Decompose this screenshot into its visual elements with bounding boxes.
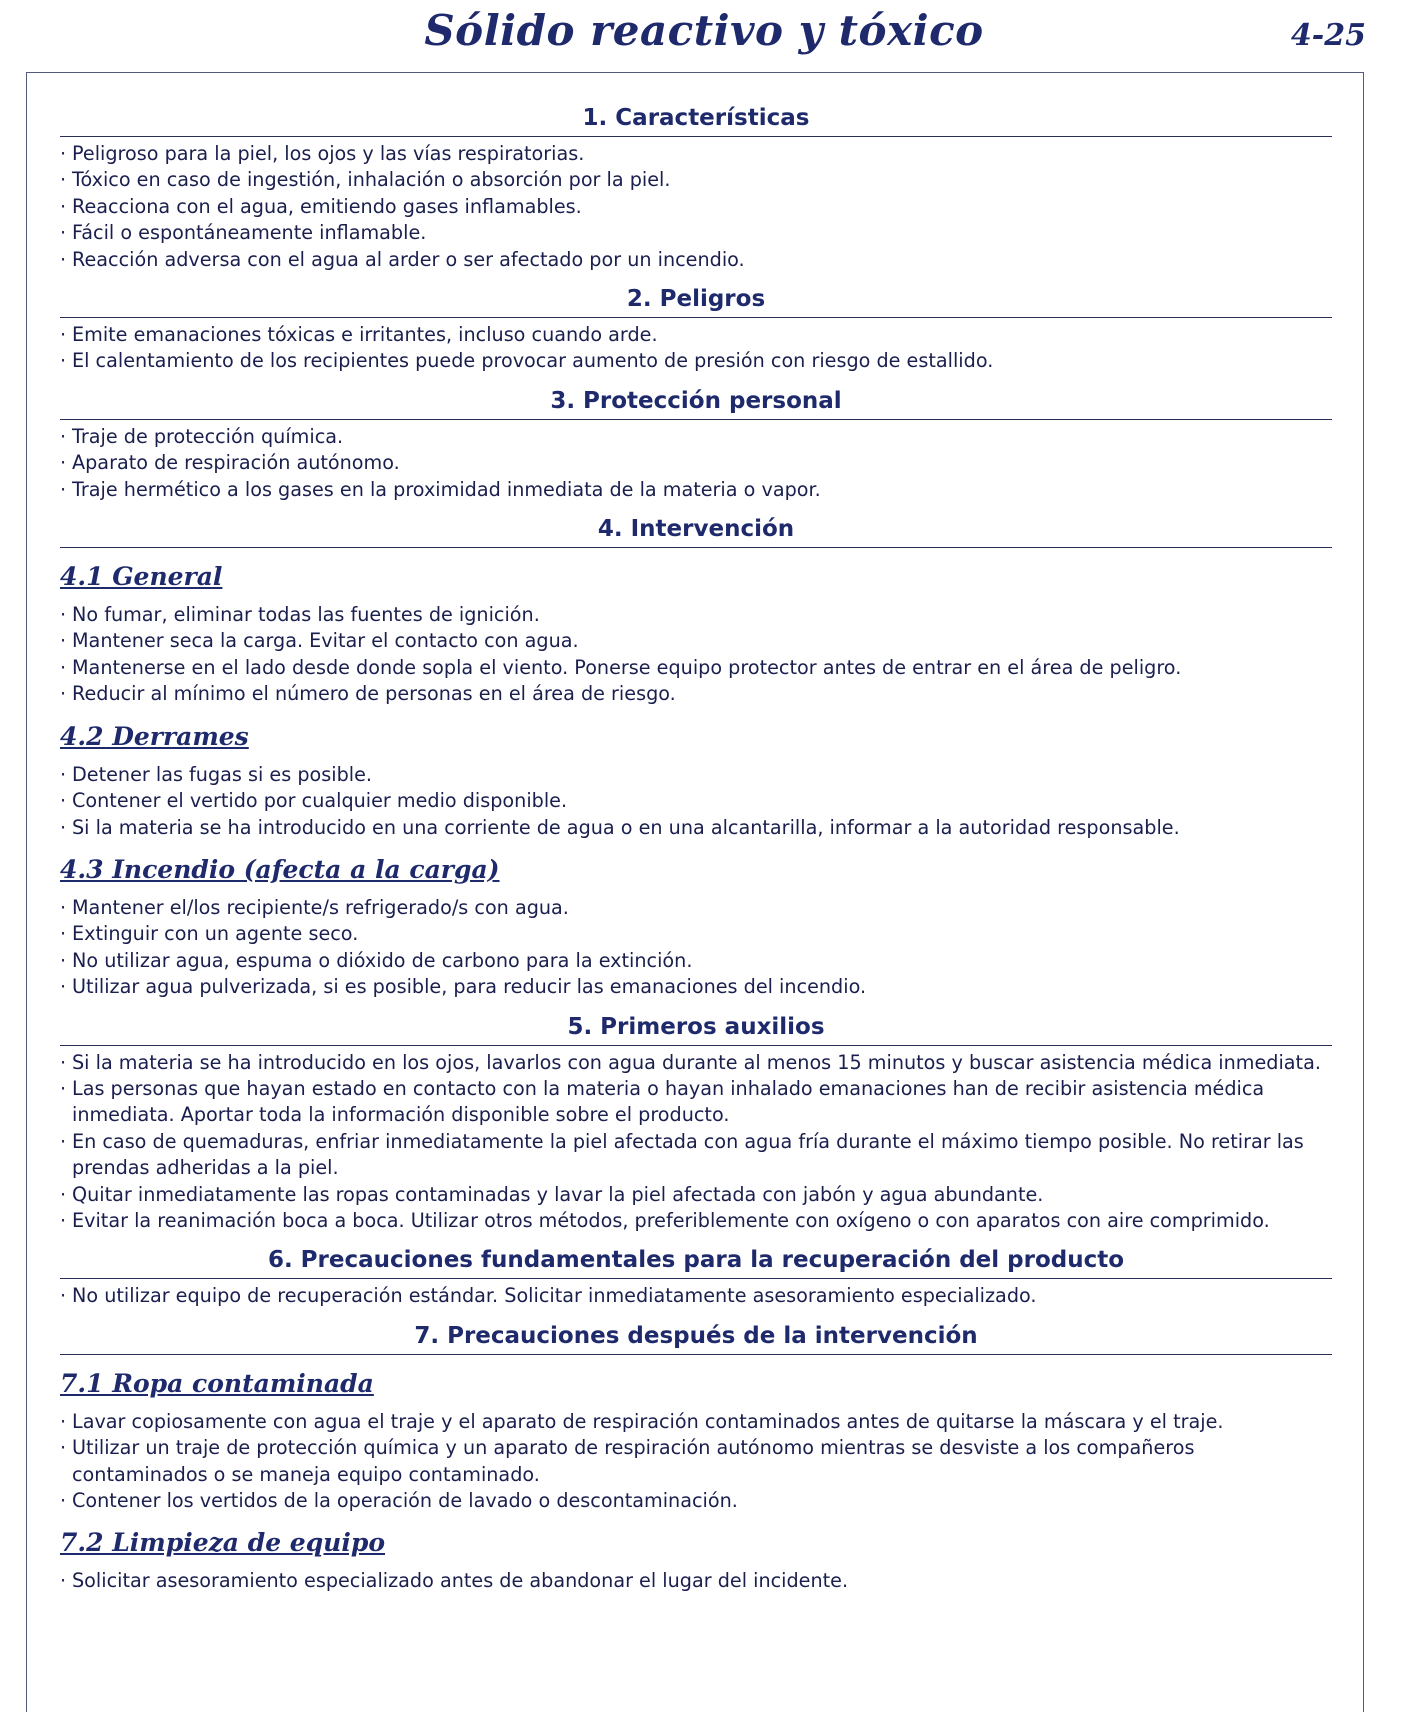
subsection-heading: 7.1 Ropa contaminada xyxy=(60,1368,374,1398)
document-body xyxy=(60,104,1332,1595)
list-item: · Mantener seca la carga. Evitar el contacto con agua. xyxy=(60,628,1332,654)
list-item: · Aparato de respiración autónomo. xyxy=(60,450,1332,476)
section-3 xyxy=(60,387,1332,503)
section-5 xyxy=(60,1013,1332,1235)
list-item: · No utilizar agua, espuma o dióxido de carbono para la extinción. xyxy=(60,948,1332,974)
list-item: · Extinguir con un agente seco. xyxy=(60,921,1332,947)
bullet-list xyxy=(60,322,1332,375)
list-item: · Mantener el/los recipiente/s refrigerado/s con agua. xyxy=(60,895,1332,921)
list-item: · Evitar la reanimación boca a boca. Utilizar otros métodos, preferiblemente con oxígeno o con aparatos con aire comprimido. xyxy=(60,1208,1332,1234)
list-item: · Traje hermético a los gases en la proximidad inmediata de la materia o vapor. xyxy=(60,477,1332,503)
page-number: 4-25 xyxy=(1290,18,1366,53)
bullet-list xyxy=(60,141,1332,273)
list-item: · Solicitar asesoramiento especializado antes de abandonar el lugar del incidente. xyxy=(60,1568,1332,1594)
section-4 xyxy=(60,515,1332,1000)
section-heading: 5. Primeros auxilios xyxy=(60,1013,1332,1046)
subsection-4-1 xyxy=(60,562,1332,708)
subsection-7-1 xyxy=(60,1369,1332,1515)
list-item: · El calentamiento de los recipientes puede provocar aumento de presión con riesgo de estallido. xyxy=(60,348,1332,374)
bullet-list xyxy=(60,1283,1332,1309)
list-item: · Quitar inmediatamente las ropas contaminadas y lavar la piel afectada con jabón y agua abundante. xyxy=(60,1182,1332,1208)
bullet-list xyxy=(60,424,1332,503)
section-heading: 7. Precauciones después de la intervención xyxy=(60,1322,1332,1355)
subsection-heading: 4.3 Incendio (afecta a la carga) xyxy=(60,854,500,884)
section-7 xyxy=(60,1322,1332,1595)
list-item: · Mantenerse en el lado desde donde sopla el viento. Ponerse equipo protector antes de entrar en el área de peligro. xyxy=(60,655,1332,681)
page-title: Sólido reactivo y tóxico xyxy=(424,6,984,55)
bullet-list xyxy=(60,1568,1332,1594)
subsection-7-2 xyxy=(60,1528,1332,1594)
section-2 xyxy=(60,285,1332,375)
section-heading: 3. Protección personal xyxy=(60,387,1332,420)
subsection-heading: 7.2 Limpieza de equipo xyxy=(60,1528,386,1558)
list-item: · En caso de quemaduras, enfriar inmediatamente la piel afectada con agua fría durante el máximo tiempo posible. No retirar las prendas adheridas a la piel. xyxy=(60,1129,1332,1182)
list-item: · Reducir al mínimo el número de personas en el área de riesgo. xyxy=(60,681,1332,707)
list-item: · Reacciona con el agua, emitiendo gases inflamables. xyxy=(60,194,1332,220)
section-heading: 1. Características xyxy=(60,104,1332,137)
section-6 xyxy=(60,1246,1332,1309)
subsection-4-2 xyxy=(60,722,1332,841)
bullet-list xyxy=(60,602,1332,708)
bullet-list xyxy=(60,1409,1332,1515)
list-item: · Tóxico en caso de ingestión, inhalación o absorción por la piel. xyxy=(60,167,1332,193)
subsection-4-3 xyxy=(60,855,1332,1001)
list-item: · Traje de protección química. xyxy=(60,424,1332,450)
list-item: · Utilizar un traje de protección química y un aparato de respiración autónomo mientras se desviste a los compañeros contaminados o se maneja equipo contaminado. xyxy=(60,1435,1332,1488)
list-item: · Emite emanaciones tóxicas e irritantes, incluso cuando arde. xyxy=(60,322,1332,348)
list-item: · Peligroso para la piel, los ojos y las vías respiratorias. xyxy=(60,141,1332,167)
list-item: · No utilizar equipo de recuperación estándar. Solicitar inmediatamente asesoramiento especializado. xyxy=(60,1283,1332,1309)
subsection-heading: 4.2 Derrames xyxy=(60,721,249,751)
bullet-list xyxy=(60,895,1332,1001)
section-heading: 2. Peligros xyxy=(60,285,1332,318)
list-item: · Si la materia se ha introducido en los ojos, lavarlos con agua durante al menos 15 minutos y buscar asistencia médica inmediata. xyxy=(60,1050,1332,1076)
section-heading: 4. Intervención xyxy=(60,515,1332,548)
list-item: · Reacción adversa con el agua al arder o ser afectado por un incendio. xyxy=(60,247,1332,273)
list-item: · No fumar, eliminar todas las fuentes de ignición. xyxy=(60,602,1332,628)
bullet-list xyxy=(60,762,1332,841)
list-item: · Utilizar agua pulverizada, si es posible, para reducir las emanaciones del incendio. xyxy=(60,974,1332,1000)
list-item: · Detener las fugas si es posible. xyxy=(60,762,1332,788)
bullet-list xyxy=(60,1050,1332,1235)
page-header xyxy=(0,0,1408,70)
list-item: · Lavar copiosamente con agua el traje y el aparato de respiración contaminados antes de quitarse la máscara y el traje. xyxy=(60,1409,1332,1435)
list-item: · Contener los vertidos de la operación de lavado o descontaminación. xyxy=(60,1488,1332,1514)
section-heading: 6. Precauciones fundamentales para la recuperación del producto xyxy=(60,1246,1332,1279)
list-item: · Si la materia se ha introducido en una corriente de agua o en una alcantarilla, informar a la autoridad responsable. xyxy=(60,815,1332,841)
section-1 xyxy=(60,104,1332,273)
list-item: · Contener el vertido por cualquier medio disponible. xyxy=(60,788,1332,814)
list-item: · Fácil o espontáneamente inflamable. xyxy=(60,220,1332,246)
subsection-heading: 4.1 General xyxy=(60,562,223,592)
list-item: · Las personas que hayan estado en contacto con la materia o hayan inhalado emanaciones han de recibir asistencia médica inmediata. Aportar toda la información disponible sobre el producto. xyxy=(60,1076,1332,1129)
